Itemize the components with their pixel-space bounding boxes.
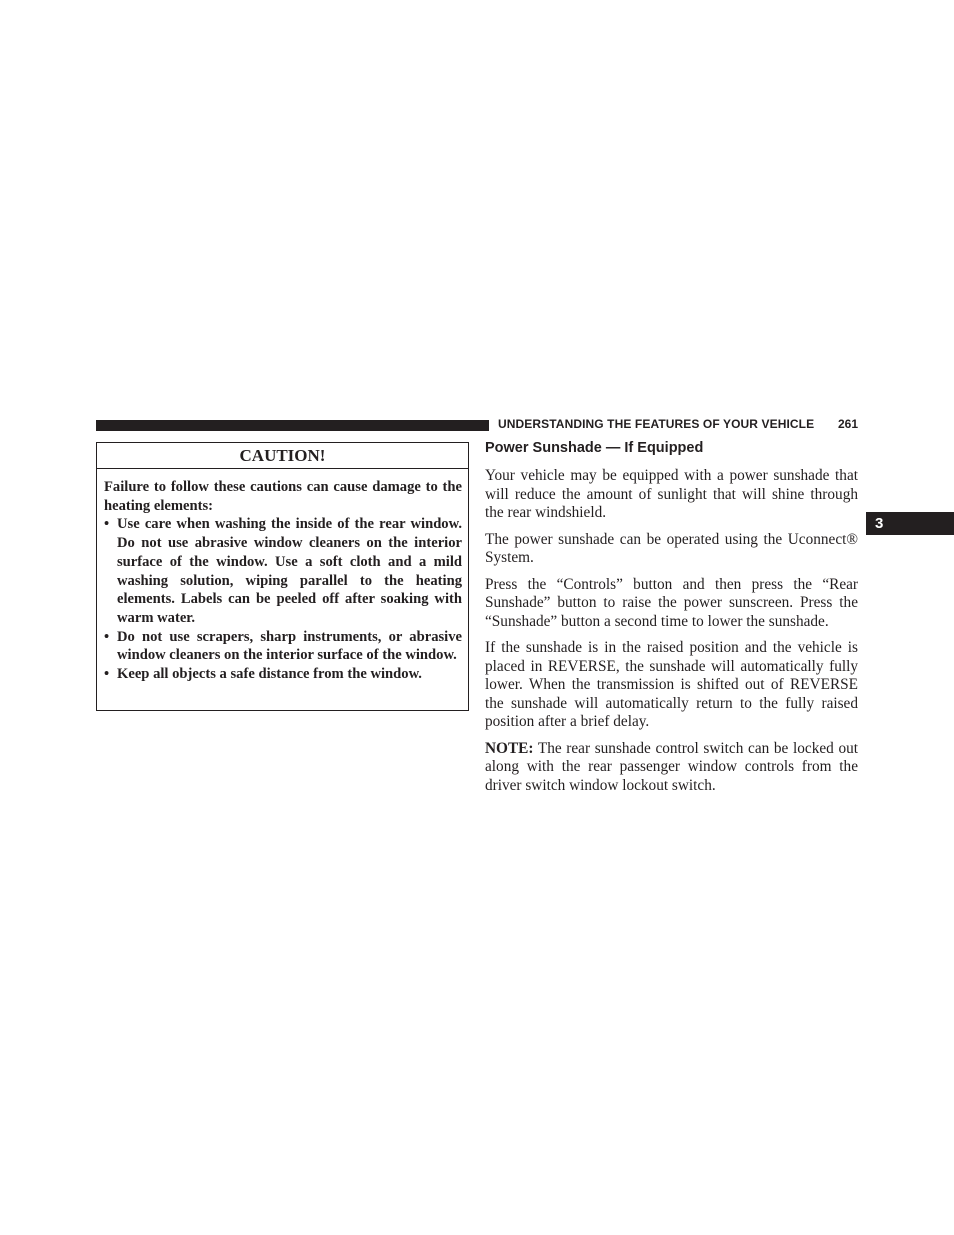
- power-sunshade-section: [485, 438, 858, 803]
- bullet: •: [104, 516, 110, 533]
- bullet: •: [104, 666, 110, 683]
- running-header: UNDERSTANDING THE FEATURES OF YOUR VEHICLE: [498, 417, 815, 431]
- caution-item-text: Keep all objects a safe distance from the window.: [117, 666, 422, 683]
- section-heading: Power Sunshade — If Equipped: [485, 440, 704, 456]
- chapter-tab-number: 3: [875, 515, 884, 532]
- caution-item: [104, 628, 462, 665]
- caution-list: [104, 515, 462, 683]
- paragraph: The power sunshade can be operated using the Uconnect® System.: [485, 530, 858, 566]
- caution-box: [96, 442, 469, 711]
- header-rule: [96, 420, 489, 431]
- chapter-tab: [866, 512, 954, 535]
- bullet: •: [104, 628, 110, 645]
- caution-item-text: Use care when washing the inside of the rear window. Do not use abrasive window cleaners on the interior surface of the window. Use a soft cloth and a mild washing solution, wiping parallel to the heating elements. Labels can be peeled off after soaking with warm water.: [117, 516, 462, 626]
- paragraph: Your vehicle may be equipped with a power sunshade that will reduce the amount of sunlight that will shine through the rear windshield.: [485, 467, 858, 521]
- caution-item: [104, 515, 462, 627]
- note-text: The rear sunshade control switch can be locked out along with the rear passenger window controls from the driver switch window lockout switch.: [485, 739, 858, 794]
- caution-intro: Failure to follow these cautions can cause damage to the heating elements:: [104, 479, 462, 514]
- page-number: 261: [838, 417, 859, 431]
- caution-body: [97, 469, 468, 684]
- paragraph: If the sunshade is in the raised position and the vehicle is placed in REVERSE, the sunshade will automatically fully lower. When the transmission is shifted out of REVERSE the sunshade will automatically return to the fully raised position after a brief delay.: [485, 639, 858, 730]
- caution-item-text: Do not use scrapers, sharp instruments, or abrasive window cleaners on the interior surface of the window.: [117, 628, 462, 664]
- note-label: NOTE:: [485, 739, 534, 757]
- paragraph: Press the “Controls” button and then press the “Rear Sunshade” button to raise the power sunscreen. Press the “Sunshade” button a second time to lower the sunshade.: [485, 575, 858, 630]
- caution-item: [104, 665, 462, 684]
- caution-title: CAUTION!: [97, 443, 468, 469]
- note-paragraph: [485, 740, 858, 796]
